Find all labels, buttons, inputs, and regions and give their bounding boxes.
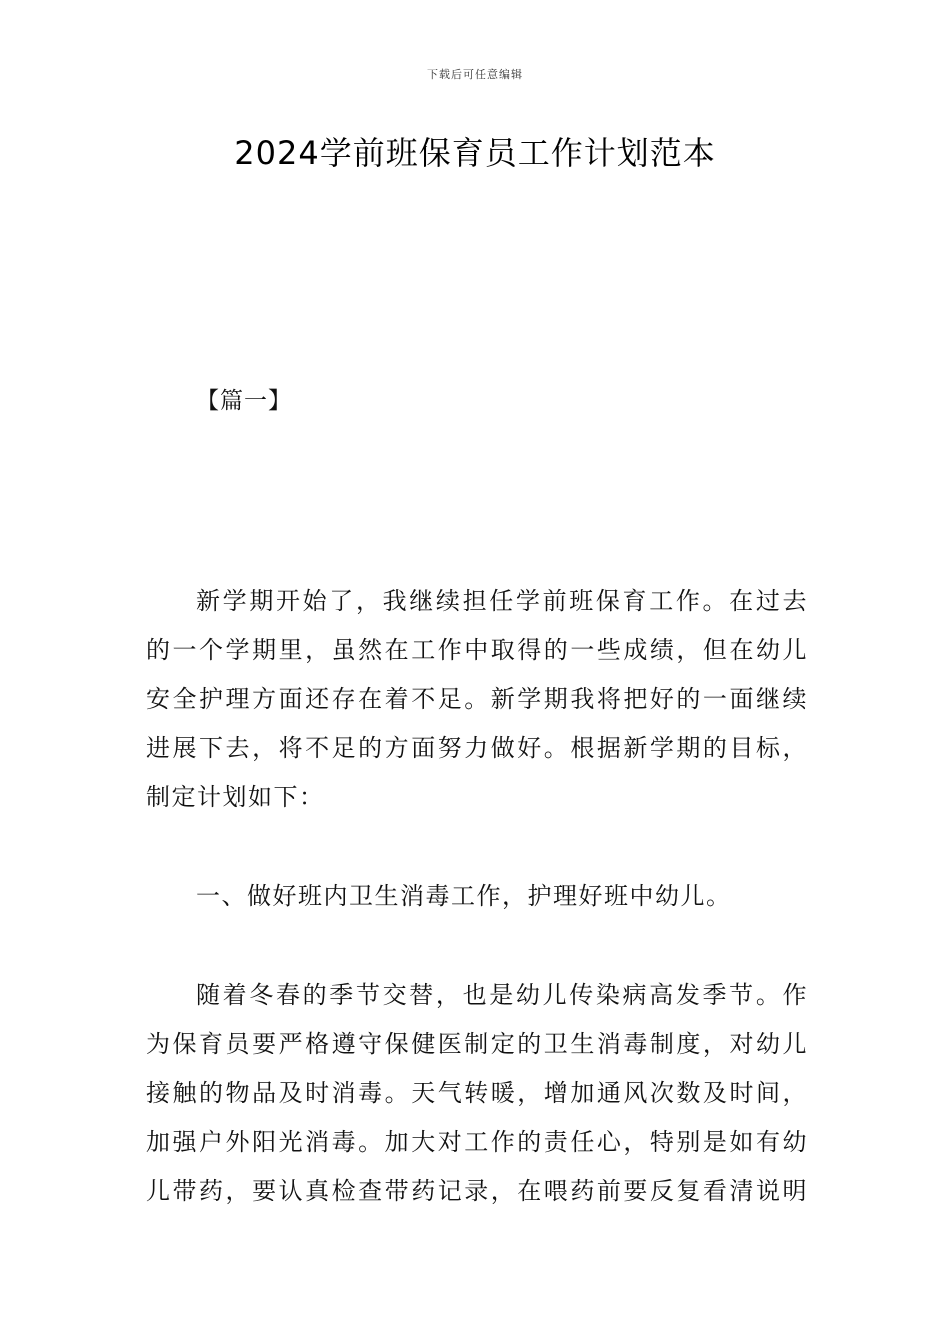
paragraph-line: 接触的物品及时消毒。天气转暖，增加通风次数及时间， xyxy=(146,1079,808,1107)
paragraph-point-one xyxy=(146,872,808,921)
paragraph-line: 进展下去，将不足的方面努力做好。根据新学期的目标， xyxy=(146,734,808,762)
paragraph-intro xyxy=(146,577,808,822)
paragraph-line: 新学期开始了，我继续担任学前班保育工作。在过去 xyxy=(196,587,808,615)
paragraph-line: 的一个学期里，虽然在工作中取得的一些成绩，但在幼儿 xyxy=(146,636,808,664)
paragraph-line: 制定计划如下： xyxy=(146,783,325,811)
header-note: 下载后可任意编辑 xyxy=(427,68,523,81)
paragraph-line: 随着冬春的季节交替，也是幼儿传染病高发季节。作 xyxy=(196,981,808,1009)
section-heading: 【篇一】 xyxy=(196,388,292,414)
paragraph-line: 为保育员要严格遵守保健医制定的卫生消毒制度，对幼儿 xyxy=(146,1030,808,1058)
paragraph-hygiene xyxy=(146,971,808,1216)
paragraph-line: 加强户外阳光消毒。加大对工作的责任心，特别是如有幼 xyxy=(146,1128,808,1156)
paragraph-line: 一、做好班内卫生消毒工作，护理好班中幼儿。 xyxy=(196,882,732,910)
paragraph-line: 安全护理方面还存在着不足。新学期我将把好的一面继续 xyxy=(146,685,808,713)
document-title: 2024学前班保育员工作计划范本 xyxy=(234,134,716,172)
paragraph-line: 儿带药，要认真检查带药记录，在喂药前要反复看清说明 xyxy=(146,1177,808,1205)
